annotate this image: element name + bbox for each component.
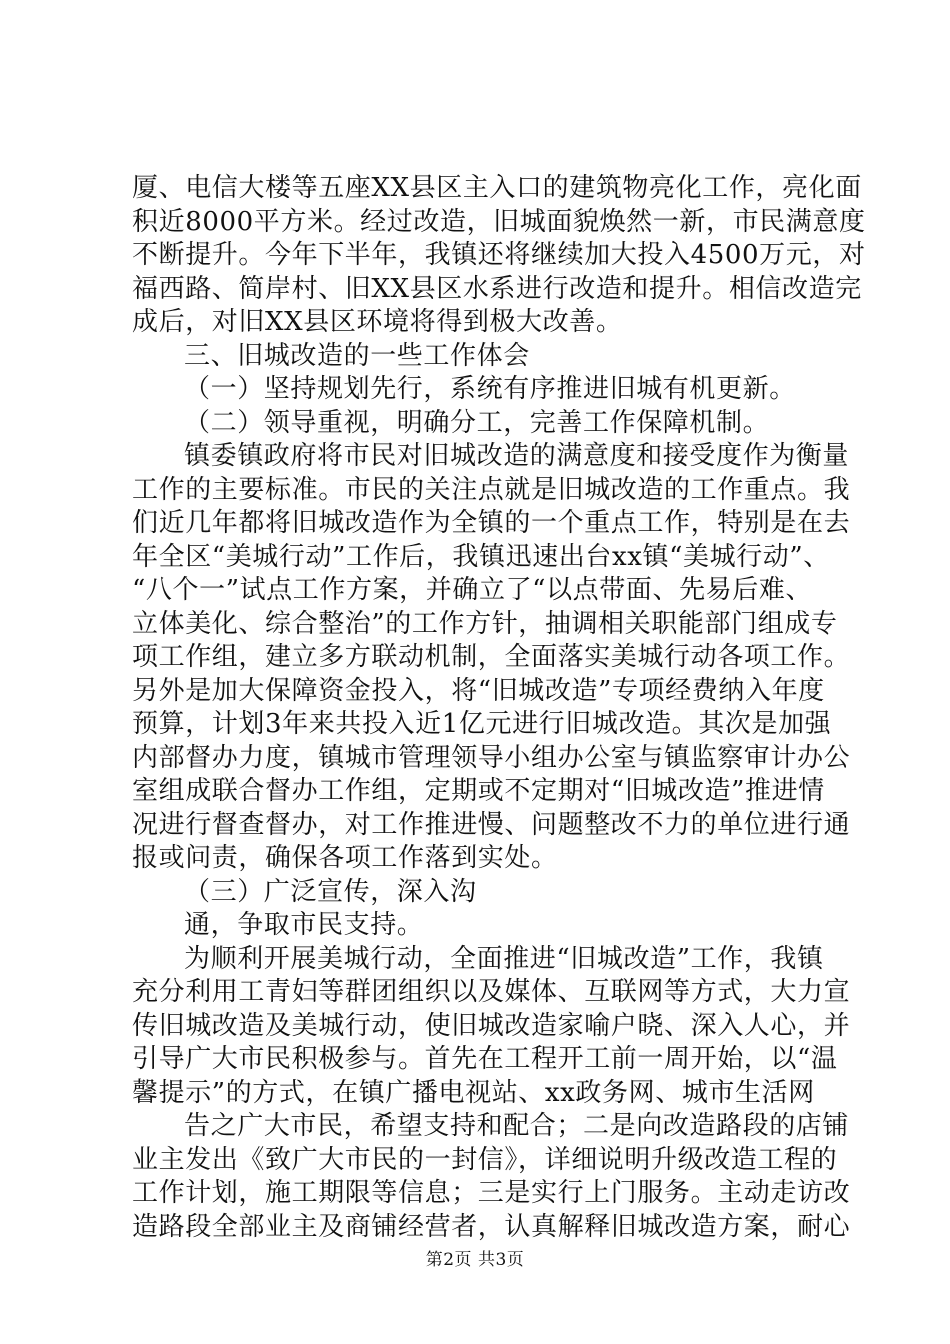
subsection-heading: （二）领导重视，明确分工，完善工作保障机制。 bbox=[184, 407, 770, 438]
subsection-heading: （一）坚持规划先行，系统有序推进旧城有机更新。 bbox=[184, 374, 796, 404]
text-line: 镇委镇政府将市民对旧城改造的满意度和接受度作为衡量 bbox=[184, 441, 850, 471]
text-line: 年全区“美城行动”工作后，我镇迅速出台xx镇“美城行动”、 bbox=[132, 541, 830, 572]
text-line: 报或问责，确保各项工作落到实处。 bbox=[132, 843, 558, 873]
text-line: 业主发出《致广大市民的一封信》，详细说明升级改造工程的 bbox=[132, 1144, 838, 1175]
text-line: 们近几年都将旧城改造作为全镇的一个重点工作，特别是在去 bbox=[132, 508, 851, 538]
subsection-heading: （三）广泛宣传，深入沟 bbox=[184, 876, 477, 907]
text-line: 传旧城改造及美城行动，使旧城改造家喻户晓、深入人心，并 bbox=[132, 1010, 851, 1041]
text-line: 工作的主要标准。市民的关注点就是旧城改造的工作重点。我 bbox=[132, 474, 851, 505]
text-line: 为顺利开展美城行动，全面推进“旧城改造”工作，我镇 bbox=[184, 943, 824, 974]
page-number-footer: 第2页 共3页 bbox=[425, 1250, 525, 1270]
text-line: 充分利用工青妇等群团组织以及媒体、互联网等方式，大力宣 bbox=[132, 977, 851, 1007]
text-line: 立体美化、综合整治”的工作方针，抽调相关职能部门组成专 bbox=[132, 608, 838, 639]
body-text bbox=[132, 172, 866, 1244]
text-line: 不断提升。今年下半年，我镇还将继续加大投入4500万元，对 bbox=[132, 240, 866, 270]
text-line: 馨提示”的方式，在镇广播电视站、xx政务网、城市生活网 bbox=[132, 1077, 815, 1108]
text-line: 室组成联合督办工作组，定期或不定期对“旧城改造”推进情 bbox=[132, 776, 825, 806]
text-line: “八个一”试点工作方案，并确立了“以点带面、先易后难、 bbox=[132, 575, 813, 605]
text-line: 通，争取市民支持。 bbox=[184, 910, 424, 940]
text-line: 厦、电信大楼等五座XX县区主入口的建筑物亮化工作，亮化面 bbox=[132, 173, 862, 203]
text-line: 福西路、简岸村、旧XX县区水系进行改造和提升。相信改造完 bbox=[132, 273, 862, 304]
text-line: 工作计划，施工期限等信息；三是实行上门服务。主动走访改 bbox=[132, 1178, 851, 1208]
text-line: 积近8000平方米。经过改造，旧城面貌焕然一新，市民满意度 bbox=[132, 206, 866, 237]
text-line: 内部督办力度，镇城市管理领导小组办公室与镇监察审计办公 bbox=[132, 742, 851, 773]
section-heading: 三、旧城改造的一些工作体会 bbox=[184, 340, 530, 371]
text-line: 项工作组，建立多方联动机制，全面落实美城行动各项工作。 bbox=[132, 642, 851, 672]
text-line: 况进行督查督办，对工作推进慢、问题整改不力的单位进行通 bbox=[132, 809, 851, 840]
text-line: 另外是加大保障资金投入，将“旧城改造”专项经费纳入年度 bbox=[132, 675, 825, 706]
text-line: 预算，计划3年来共投入近1亿元进行旧城改造。其次是加强 bbox=[132, 709, 832, 739]
text-line: 成后，对旧XX县区环境将得到极大改善。 bbox=[132, 307, 623, 337]
text-line: 引导广大市民积极参与。首先在工程开工前一周开始，以“温 bbox=[132, 1044, 838, 1074]
text-line: 告之广大市民，希望支持和配合；二是向改造路段的店铺 bbox=[184, 1111, 850, 1141]
text-line: 造路段全部业主及商铺经营者，认真解释旧城改造方案，耐心 bbox=[132, 1211, 851, 1242]
